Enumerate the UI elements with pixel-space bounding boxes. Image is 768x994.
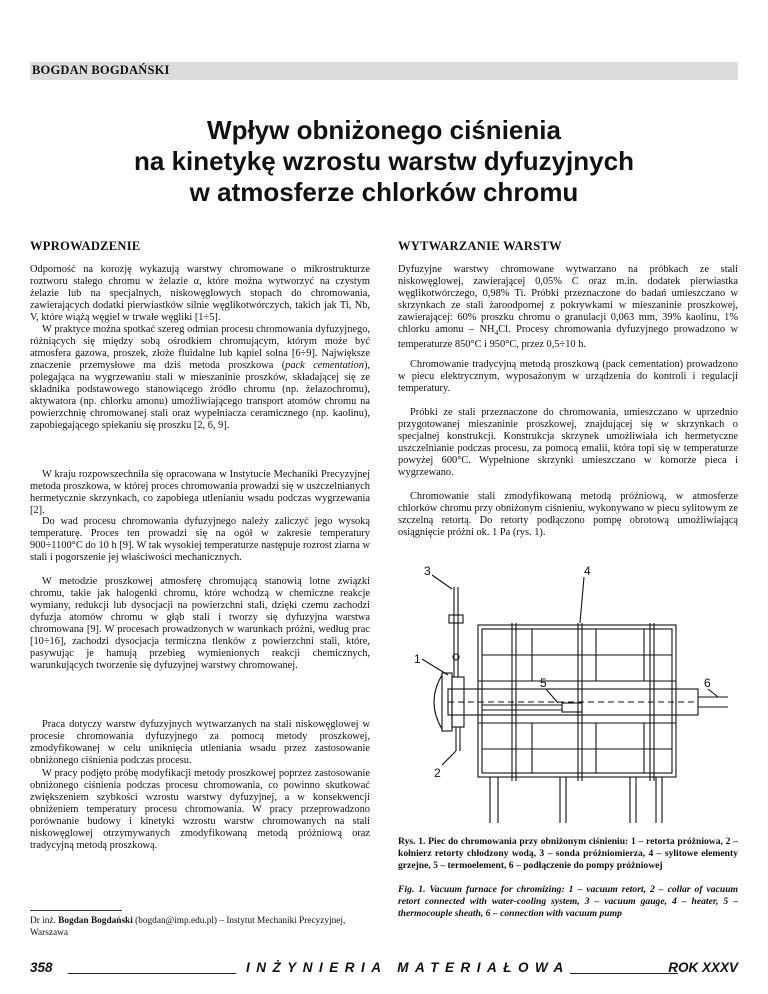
production-paragraph-2: Chromowanie tradycyjną metodą proszkową (pack cementation) prowadzono w piecu elektrycznym, wyposażonym w urządzenia do kontroli i regulacji temperatury. <box>398 359 738 395</box>
intro-paragraph-4: Do wad procesu chromowania dyfuzyjnego należy zaliczyć jego wysoką temperaturę. Proces ten prowadzi się na ogół w zakresie temperatury 900÷1100°C do 10 h [9]. W tak wysokiej temperaturze następuje rozrost ziarna w stali i pogorszenie jej właściwości mechanicznych. <box>30 516 370 564</box>
title-line-3: w atmosferze chlorków chromu <box>189 177 579 207</box>
figure-label-4: 4 <box>584 565 591 578</box>
figure-label-2: 2 <box>434 766 441 780</box>
figure-caption-english: Fig. 1. Vacuum furnace for chromizing: 1 – vacuum retort, 2 – collar of vacuum retort connected with water-cooling system, 3 – vacuum gauge, 4 – heater, 5 – thermocouple sheath, 6 – connection with vacuum pump <box>398 884 738 919</box>
figure-label-5: 5 <box>540 676 547 690</box>
footnote-rule <box>30 910 122 911</box>
intro-paragraph-6: Praca dotyczy warstw dyfuzyjnych wytwarzanych na stali niskowęglowej w procesie chromowania dyfuzyjnego za pomocą metody proszkowej, zmodyfikowanej w celu uniknięcia utleniania wsadu przez zastosowanie obniżonego ciśnienia podczas procesu. <box>30 719 370 767</box>
pack-cementation-term: pack cementation <box>285 360 364 372</box>
author-name: BOGDAN BOGDAŃSKI <box>32 63 170 77</box>
footnote: Dr inż. Bogdan Bogdański (bogdan@imp.edu.pl) – Instytut Mechaniki Precyzyjnej, Warszawa <box>30 916 346 938</box>
page-number: 358 <box>30 960 53 975</box>
intro-paragraph-1: Odporność na korozję wykazują warstwy chromowane o mikrostrukturze roztworu stałego chromu w żelazie α, które można wytworzyć na czystym żelazie lub na specjalnych, niskowęglowych stopach do chromowania, zawierających dodatki pierwiastków silnie węglikotwórczych, takich jak Ti, Nb, V, które wiążą węgiel w trwałe węgliki [1÷5]. <box>30 264 370 324</box>
section-heading-introduction: WPROWADZENIE <box>30 239 141 253</box>
intro-paragraph-3: W kraju rozpowszechniła się opracowana w Instytucie Mechaniki Precyzyjnej metoda proszkowa, w której proces chromowania prowadzi się w uszczelnianych hermetycznie skrzynkach, co zapobiega utlenianiu wsadu podczas wygrzewania [2]. <box>30 469 370 517</box>
journal-year: ROK XXXV <box>668 960 738 975</box>
intro-paragraph-7: W pracy podjęto próbę modyfikacji metody proszkowej poprzez zastosowanie obniżonego ciśnienia podczas procesu chromowania, co powinno skutkować zwiększeniem szybkości wzrostu warstwy dyfuzyjnej, a w konsekwencji obniżeniem temperatury procesu chromowania. W pracy przeprowadzono porównanie budowy i kinetyki wzrostu warstw chromowanych na stali niskowęglowej otrzymywanych zmodyfikowaną metodą próżniową oraz tradycyjną metodą proszkową. <box>30 768 370 852</box>
page-footer <box>30 960 738 980</box>
furnace-figure <box>412 565 732 827</box>
figure-label-3: 3 <box>424 565 431 578</box>
production-paragraph-4: Chromowanie stali zmodyfikowaną metodą próżniową, w atmosferze chlorków chromu przy obniżonym ciśnieniu, wykonywano w piecu sylitowym ze szczelną retortą. Do retorty podłączono pompę obrotową umożliwiającą osiągnięcie próżni ok. 1 Pa (rys. 1). <box>398 491 738 539</box>
production-paragraph-1: Dyfuzyjne warstwy chromowane wytwarzano na próbkach ze stali niskowęglowej, zawierającej 0,05% C oraz m.in. dodatek pierwiastka węglikotwórczego, 0,98% Ti. Próbki przeznaczone do badań umieszczano w skrzynkach ze stali żaroodpornej z pokrywkami w mieszaninie proszkowej, zawierającej: 60% proszku chromu o granulacji 0,063 mm, 39% kaolinu, 1% chlorku amonu – $NH_4Cl$. Procesy chromowania dyfuzyjnego prowadzono w temperaturze 850°C i 950°C, przez 0,5÷10 h. <box>398 264 738 351</box>
title-line-2: na kinetykę wzrostu warstw dyfuzyjnych <box>134 146 634 176</box>
footnote-author: Bogdan Bogdański <box>58 916 133 926</box>
author-bar <box>30 62 738 80</box>
article-title <box>30 115 738 208</box>
journal-name: INŻYNIERIA MATERIAŁOWA <box>246 960 570 975</box>
footer-rule-left <box>68 973 236 974</box>
intro-paragraph-2: W praktyce można spotkać szereg odmian procesu chromowania dyfuzyjnego, różniących się między sobą ośrodkiem chromującym, którym może być atmosfera gazowa, proszek, złoże fluidalne lub kąpiel solna [6÷9]. Największe znaczenie przemysłowe ma dziś metoda proszkowa (pack cementation), polegająca na wygrzewaniu stali w mieszaninie proszków, składającej się ze składnika podstawowego stanowiącego źródło chromu (np. żelazochromu), aktywatora (np. chlorku amonu) umożliwiającego transport atomów chromu na powierzchnię chromowanej stali oraz wypełniacza ceramicznego (np. kaolinu), zapobiegającego spiekaniu się proszku [2, 6, 9]. <box>30 324 370 432</box>
figure-label-6: 6 <box>704 676 711 690</box>
production-paragraph-3: Próbki ze stali przeznaczone do chromowania, umieszczano w uprzednio przygotowanej mieszaninie proszkowej, znajdującej się w skrzynkach o specjalnej konstrukcji. Konstrukcja skrzynek umożliwiała ich hermetyczne uszczelnianie podczas procesu, za pomocą emalii, która topi się w temperaturze powyżej 600°C. Wypełnione skrzynki umieszczano w komorze pieca i wygrzewano. <box>398 407 738 479</box>
intro-paragraph-5: W metodzie proszkowej atmosferę chromującą stanowią lotne związki chromu, takie jak halogenki chromu, które wchodzą w chemiczne reakcje wymiany, redukcji lub dysocjacji na powierzchni stali, dzięki czemu zachodzi dyfuzja atomów chromu w głąb stali i tworzy się dyfuzyjna warstwa chromowana [9]. W procesach prowadzonych w warunkach próżni, według prac [10÷16], zachodzi dysocjacja termiczna tlenków z powierzchni stali, które, pasywując je hamują przebieg wymienionych reakcji chemicznych, warunkujących tworzenie się dyfuzyjnej warstwy chromowanej. <box>30 576 370 672</box>
section-heading-production: WYTWARZANIE WARSTW <box>398 239 562 253</box>
figure-label-1: 1 <box>414 652 421 666</box>
figure-caption-polish: Rys. 1. Piec do chromowania przy obniżonym ciśnieniu: 1 – retorta próżniowa, 2 – kołnierz retorty chłodzony wodą, 3 – sonda próżniomierza, 4 – sylitowe elementy grzejne, 5 – termoelement, 6 – podłączenie do pompy próżniowej <box>398 836 738 871</box>
footer-rule-right <box>570 973 678 974</box>
furnace-drawing <box>412 565 732 827</box>
title-line-1: Wpływ obniżonego ciśnienia <box>207 115 561 145</box>
